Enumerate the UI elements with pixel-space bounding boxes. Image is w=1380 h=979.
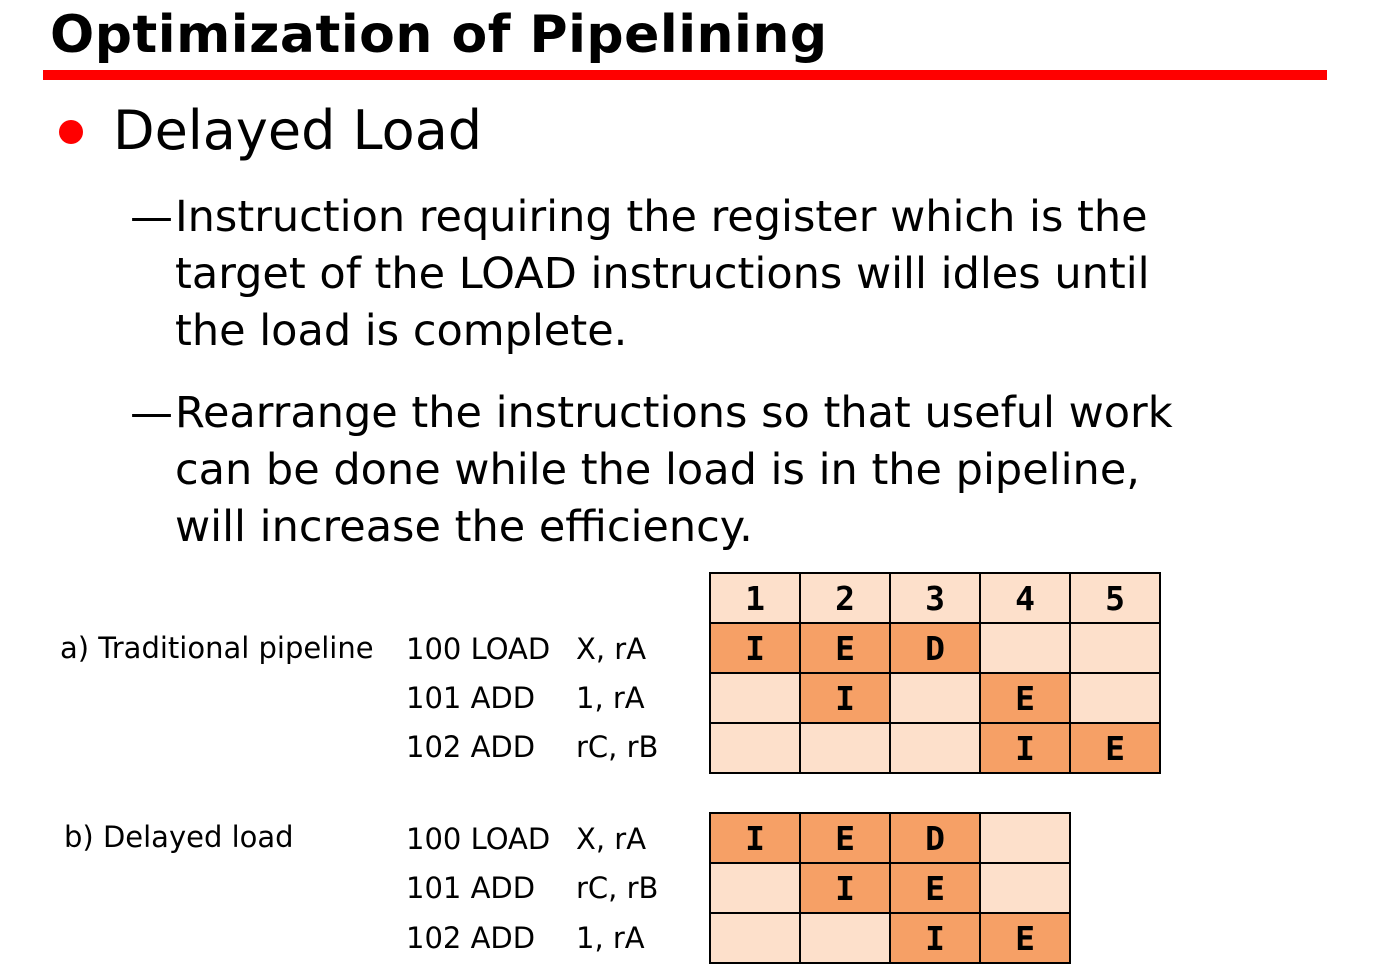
subpoint-line: Rearrange the instructions so that useful work — [175, 388, 1173, 438]
instruction-op: 100 LOAD — [406, 822, 551, 856]
stage-cell: I — [710, 623, 800, 673]
stage-cell — [980, 863, 1070, 913]
cycle-header-cell: 3 — [890, 573, 980, 623]
stage-cell — [980, 813, 1070, 863]
stage-cell: I — [800, 863, 890, 913]
subpoint-2 — [130, 385, 1355, 556]
instruction-row — [406, 870, 658, 906]
stage-cell: E — [980, 673, 1070, 723]
cycle-header-cell: 5 — [1070, 573, 1160, 623]
instruction-args: X, rA — [576, 632, 647, 666]
stage-cell: E — [1070, 723, 1160, 773]
pipeline-row — [710, 723, 1160, 773]
instruction-row — [406, 729, 658, 765]
instruction-op: 101 ADD — [406, 871, 536, 905]
stage-cell: E — [980, 913, 1070, 963]
pipeline-row — [710, 913, 1070, 963]
stage-cell — [710, 863, 800, 913]
instruction-op: 102 ADD — [406, 730, 536, 764]
subpoint-line: the load is complete. — [175, 306, 628, 356]
traditional-pipeline-label: a) Traditional pipeline — [60, 631, 374, 665]
stage-cell: I — [710, 813, 800, 863]
stage-cell — [1070, 673, 1160, 723]
stage-cell: I — [890, 913, 980, 963]
stage-cell — [800, 913, 890, 963]
bullet-dot-icon — [59, 120, 83, 144]
stage-cell — [1070, 623, 1160, 673]
pipeline-row — [710, 623, 1160, 673]
instruction-args: 1, rA — [576, 921, 645, 955]
stage-cell — [800, 723, 890, 773]
subpoint-1 — [130, 189, 1355, 360]
pipeline-row — [710, 813, 1070, 863]
bullet-heading: Delayed Load — [113, 99, 483, 162]
delayed-load-table — [709, 812, 1071, 964]
subpoint-line: Instruction requiring the register which is the — [175, 192, 1148, 242]
instruction-row — [406, 920, 645, 956]
stage-cell: E — [890, 863, 980, 913]
stage-cell — [980, 623, 1070, 673]
instruction-op: 102 ADD — [406, 921, 536, 955]
cycle-header-cell: 1 — [710, 573, 800, 623]
pipeline-row — [710, 863, 1070, 913]
instruction-row — [406, 821, 646, 857]
delayed-load-label: b) Delayed load — [64, 820, 294, 854]
stage-cell — [890, 723, 980, 773]
stage-cell — [890, 673, 980, 723]
traditional-pipeline-table — [709, 572, 1161, 774]
instruction-op: 101 ADD — [406, 681, 536, 715]
stage-cell: I — [980, 723, 1070, 773]
instruction-args: X, rA — [576, 822, 647, 856]
stage-cell: E — [800, 623, 890, 673]
stage-cell: D — [890, 623, 980, 673]
stage-cell: D — [890, 813, 980, 863]
instruction-row — [406, 680, 645, 716]
stage-cell — [710, 673, 800, 723]
stage-cell — [710, 913, 800, 963]
slide-title: Optimization of Pipelining — [50, 5, 828, 65]
dash-marker: — — [130, 192, 173, 242]
cycle-header-cell: 2 — [800, 573, 890, 623]
dash-marker: — — [130, 388, 173, 438]
stage-cell — [710, 723, 800, 773]
pipeline-row — [710, 673, 1160, 723]
subpoint-line: can be done while the load is in the pipeline, — [175, 445, 1140, 495]
instruction-op: 100 LOAD — [406, 632, 551, 666]
cycle-header-cell: 4 — [980, 573, 1070, 623]
header-row — [710, 573, 1160, 623]
stage-cell: E — [800, 813, 890, 863]
subpoint-line: target of the LOAD instructions will idles until — [175, 249, 1150, 299]
subpoint-line: will increase the efficiency. — [175, 502, 753, 552]
instruction-args: rC, rB — [576, 871, 659, 905]
instruction-args: 1, rA — [576, 681, 645, 715]
stage-cell: I — [800, 673, 890, 723]
instruction-args: rC, rB — [576, 730, 659, 764]
title-underline — [43, 70, 1327, 80]
instruction-row — [406, 631, 646, 667]
